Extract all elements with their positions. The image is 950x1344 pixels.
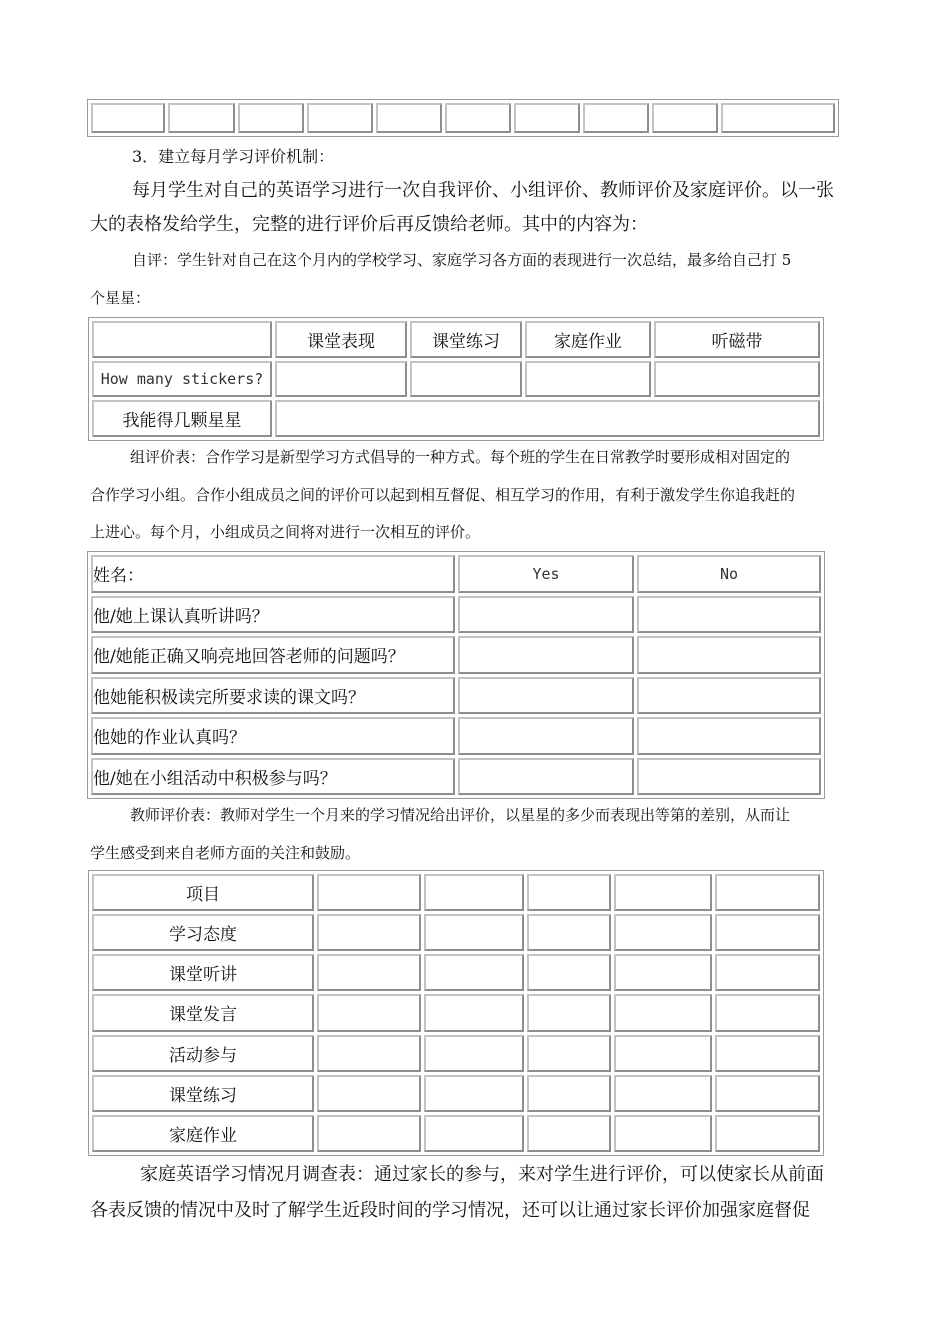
table-cell	[715, 914, 820, 951]
family-eval-line-2: 各表反馈的情况中及时了解学生近段时间的学习情况，还可以让通过家长评价加强家庭督促	[90, 1200, 810, 1221]
row-label-stars: 我能得几颗星星	[92, 400, 272, 437]
teacher-eval-line-1: 教师评价表：教师对学生一个月来的学习情况给出评价，以星星的多少而表现出等第的差别，从而让	[130, 806, 791, 824]
top-partial-table	[87, 99, 839, 137]
table-cell	[614, 1075, 712, 1112]
item-label: 课堂发言	[92, 994, 314, 1031]
table-cell	[637, 717, 821, 755]
item-header: 项目	[92, 874, 314, 911]
table-header-cell: 课堂表现	[275, 321, 407, 358]
group-eval-line-1: 组评价表：合作学习是新型学习方式倡导的一种方式。每个班的学生在日常教学时要形成相对固定的	[130, 448, 791, 466]
table-cell	[458, 758, 634, 796]
table-cell	[458, 636, 634, 674]
table-cell	[715, 994, 820, 1031]
table-cell	[525, 361, 651, 398]
family-eval-line-1: 家庭英语学习情况月调查表：通过家长的参与，来对学生进行评价，可以使家长从前面	[140, 1164, 824, 1185]
table-cell	[424, 914, 524, 951]
table-cell	[168, 103, 235, 133]
table-cell	[424, 874, 524, 911]
table-cell	[614, 914, 712, 951]
name-label: 姓名：	[91, 555, 455, 593]
table-cell	[317, 914, 421, 951]
table-cell	[527, 874, 611, 911]
table-cell	[514, 103, 580, 133]
table-cell	[614, 994, 712, 1031]
table-cell	[715, 1115, 820, 1152]
table-cell	[410, 361, 522, 398]
table-cell	[376, 103, 442, 133]
item-label: 课堂练习	[92, 1075, 314, 1112]
table-header-cell: 课堂练习	[410, 321, 522, 358]
intro-line-2: 大的表格发给学生，完整的进行评价后再反馈给老师。其中的内容为：	[90, 214, 648, 235]
group-eval-line-3: 上进心。每个月，小组成员之间将对进行一次相互的评价。	[90, 523, 481, 541]
table-cell	[424, 954, 524, 991]
table-cell	[424, 1115, 524, 1152]
table-cell	[715, 1075, 820, 1112]
table-cell	[715, 874, 820, 911]
table-cell	[637, 596, 821, 634]
question-cell: 他/她上课认真听讲吗？	[91, 596, 455, 634]
table-cell	[527, 1075, 611, 1112]
self-eval-line-1: 自评：学生针对自己在这个月内的学校学习、家庭学习各方面的表现进行一次总结，最多给自己打 5	[132, 251, 792, 269]
table-cell	[317, 994, 421, 1031]
intro-line-1: 每月学生对自己的英语学习进行一次自我评价、小组评价、教师评价及家庭评价。以一张	[132, 180, 834, 201]
table-cell	[445, 103, 511, 133]
table-cell	[424, 994, 524, 1031]
row-label-stickers: How many stickers?	[92, 361, 272, 398]
table-cell	[424, 1035, 524, 1072]
item-label: 活动参与	[92, 1035, 314, 1072]
table-cell	[275, 361, 407, 398]
no-header: No	[637, 555, 821, 593]
item-label: 课堂听讲	[92, 954, 314, 991]
section-heading: 3．建立每月学习评价机制：	[132, 147, 335, 166]
table-cell	[583, 103, 649, 133]
table-cell	[614, 874, 712, 911]
question-cell: 他/她能正确又响亮地回答老师的问题吗？	[91, 636, 455, 674]
table-cell	[317, 1115, 421, 1152]
table-cell	[424, 1075, 524, 1112]
self-evaluation-table	[88, 317, 824, 441]
table-cell	[317, 874, 421, 911]
table-cell	[614, 1035, 712, 1072]
table-cell	[527, 914, 611, 951]
table-cell	[614, 1115, 712, 1152]
group-eval-line-2: 合作学习小组。合作小组成员之间的评价可以起到相互督促、相互学习的作用，有利于激发学生你追我赶的	[90, 486, 796, 504]
question-cell: 他她能积极读完所要求读的课文吗？	[91, 677, 455, 715]
table-cell	[317, 954, 421, 991]
table-cell	[527, 994, 611, 1031]
table-cell	[527, 1035, 611, 1072]
table-cell	[91, 103, 165, 133]
table-cell	[458, 596, 634, 634]
table-cell	[275, 400, 820, 437]
teacher-evaluation-table	[88, 870, 824, 1156]
table-cell	[527, 1115, 611, 1152]
teacher-eval-line-2: 学生感受到来自老师方面的关注和鼓励。	[90, 844, 361, 862]
table-header-cell: 家庭作业	[525, 321, 651, 358]
table-cell	[721, 103, 835, 133]
table-cell	[458, 717, 634, 755]
table-header-cell: 听磁带	[654, 321, 820, 358]
table-header-cell	[92, 321, 272, 358]
yes-header: Yes	[458, 555, 634, 593]
table-cell	[715, 954, 820, 991]
item-label: 家庭作业	[92, 1115, 314, 1152]
table-cell	[527, 954, 611, 991]
table-cell	[238, 103, 304, 133]
table-cell	[317, 1035, 421, 1072]
table-cell	[654, 361, 820, 398]
table-cell	[715, 1035, 820, 1072]
table-cell	[637, 677, 821, 715]
question-cell: 他/她在小组活动中积极参与吗？	[91, 758, 455, 796]
group-evaluation-table	[87, 551, 825, 799]
item-label: 学习态度	[92, 914, 314, 951]
table-cell	[317, 1075, 421, 1112]
table-cell	[637, 758, 821, 796]
table-cell	[458, 677, 634, 715]
table-cell	[614, 954, 712, 991]
table-cell	[637, 636, 821, 674]
self-eval-line-2: 个星星：	[90, 289, 151, 307]
table-cell	[307, 103, 373, 133]
table-cell	[652, 103, 718, 133]
question-cell: 他她的作业认真吗？	[91, 717, 455, 755]
